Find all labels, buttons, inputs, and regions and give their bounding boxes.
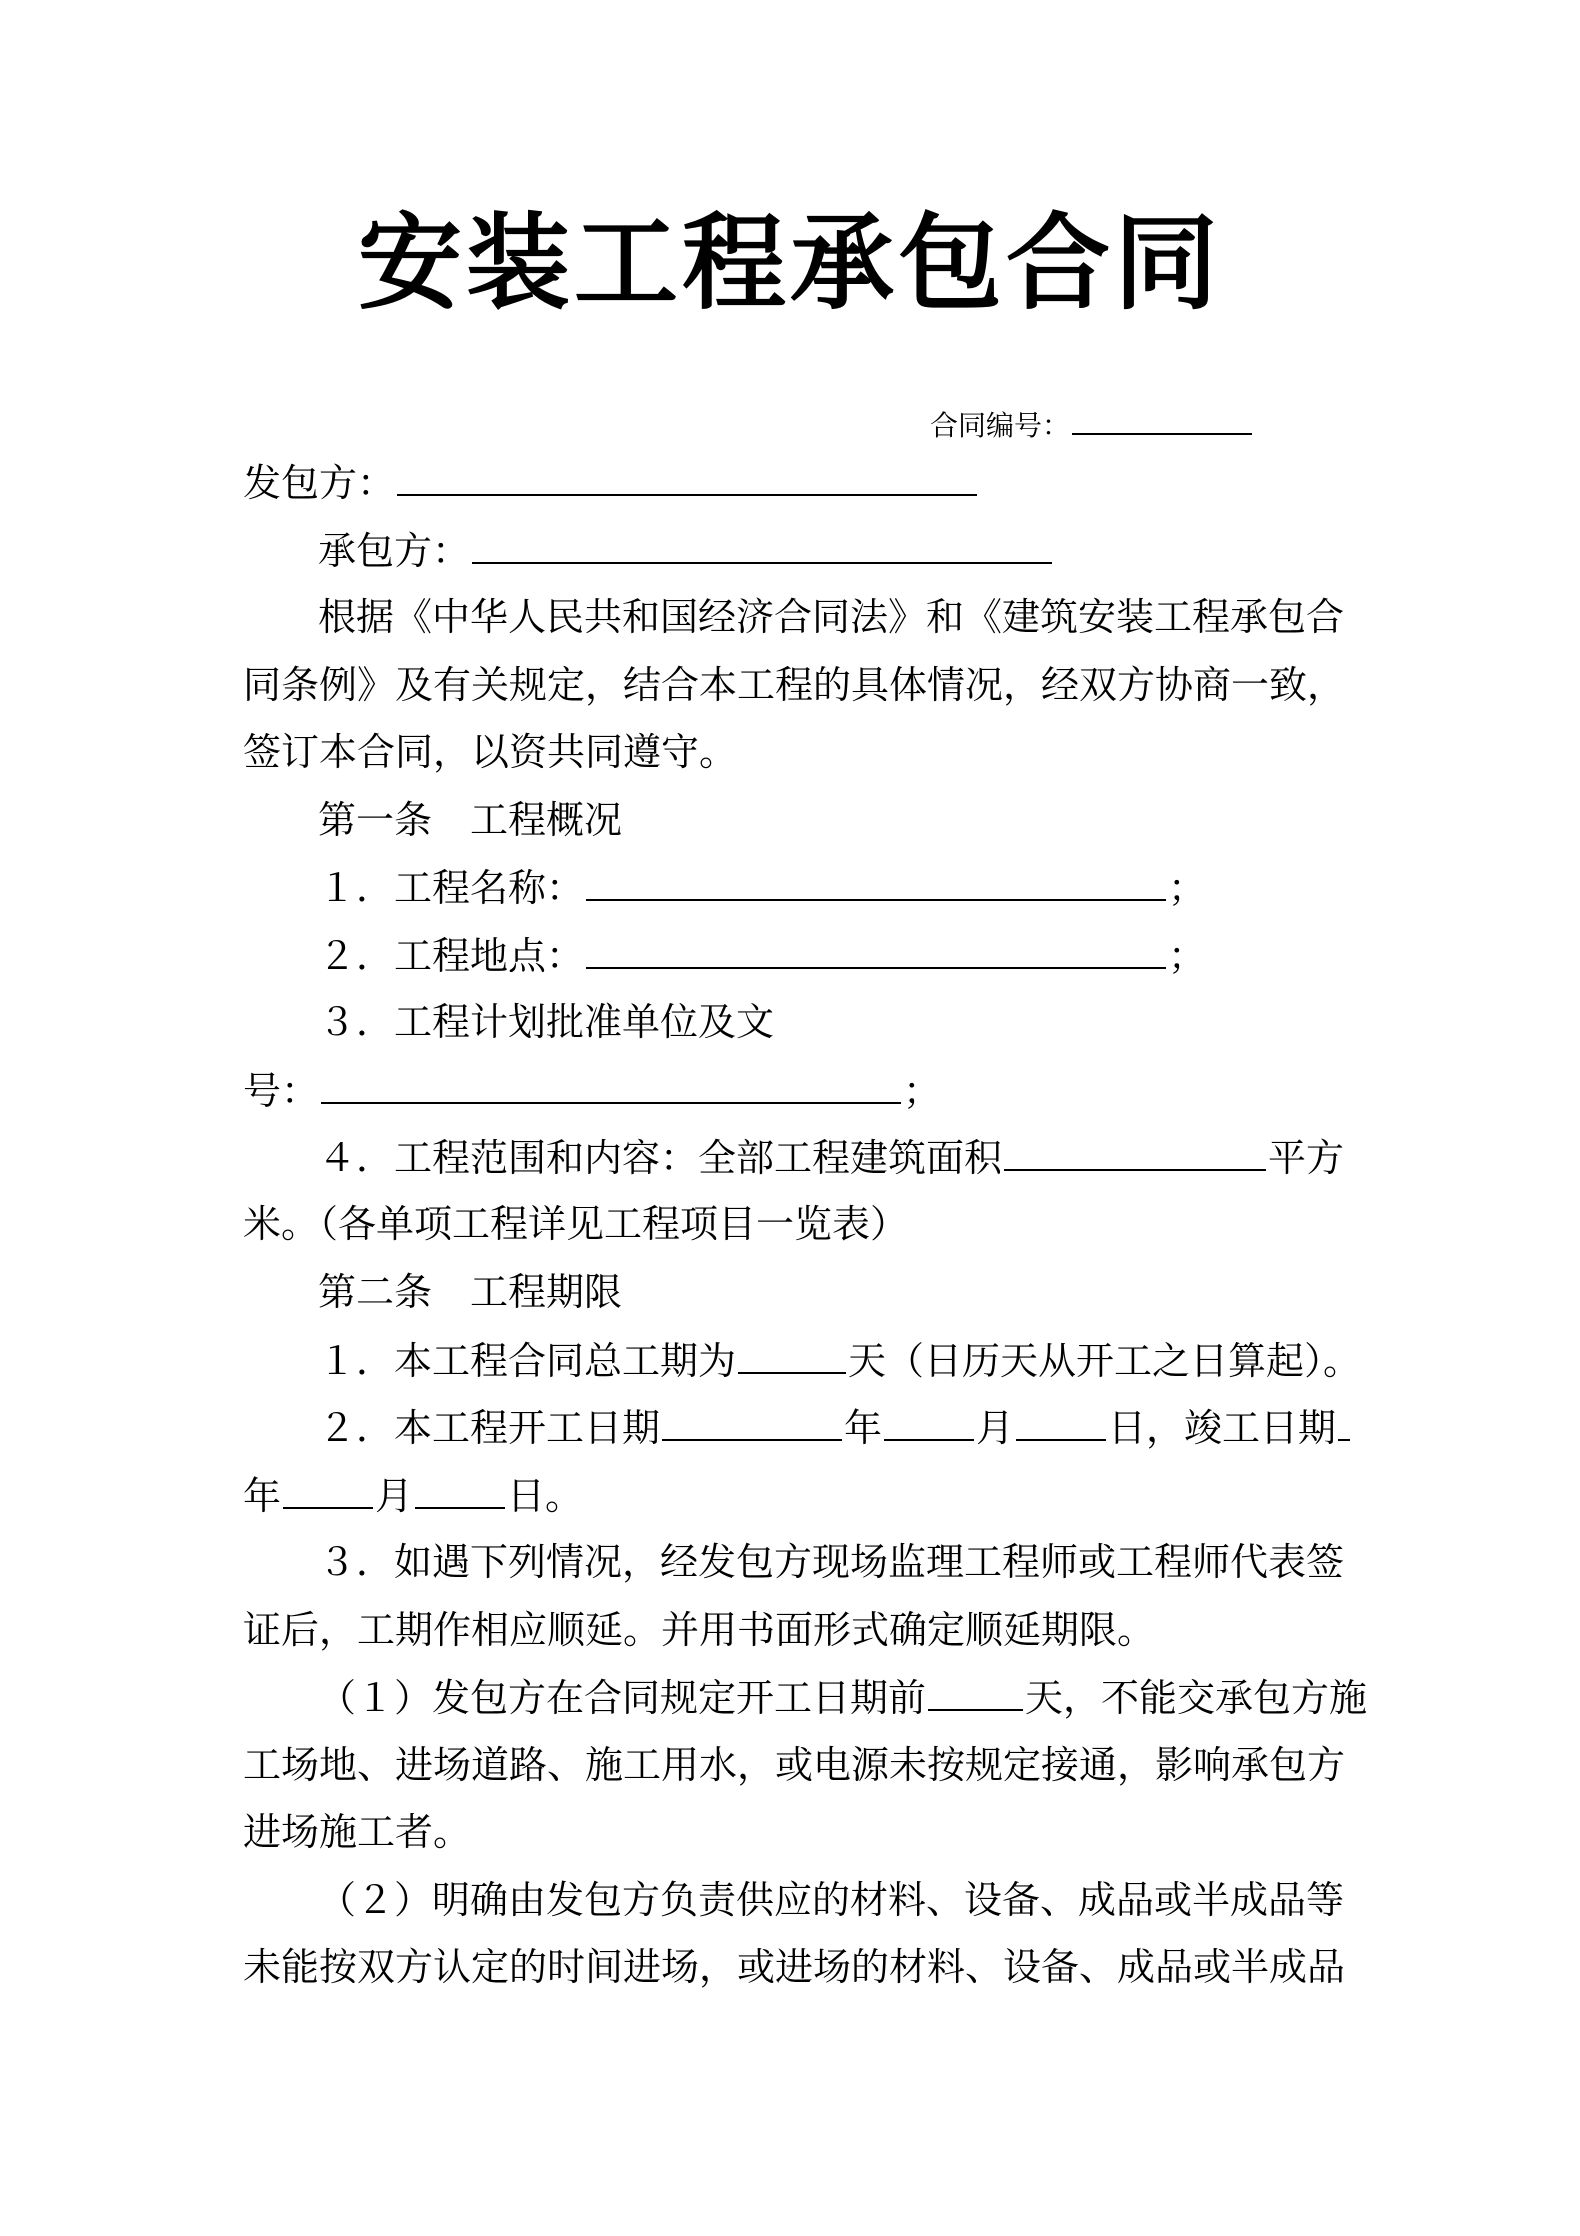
approval-unit-line-1: ３．工程计划批准单位及文 (318, 1000, 775, 1044)
project-scope-line-2: 米。（各单项工程详见工程项目一览表） (243, 1202, 909, 1246)
project-name-row (318, 861, 1206, 914)
condition-2-line-1: （２）明确由发包方负责供应的材料、设备、成品或半成品等 (318, 1878, 1345, 1922)
condition-1-row (318, 1671, 1367, 1724)
employer-blank[interactable] (397, 456, 977, 496)
start-month-text: 月 (976, 1406, 1015, 1450)
approval-number-row (243, 1064, 941, 1117)
project-name-semicolon: ； (1168, 866, 1207, 910)
total-days-blank[interactable] (738, 1334, 846, 1374)
article1-heading: 第一条 工程概况 (318, 798, 623, 842)
area-unit-text: 平方 (1268, 1136, 1345, 1180)
contract-number-row (930, 403, 1254, 446)
completion-date-label: 日，竣工日期 (1108, 1406, 1337, 1450)
building-area-blank[interactable] (1004, 1131, 1266, 1171)
completion-day-blank[interactable] (415, 1469, 505, 1509)
start-date-row (318, 1401, 1352, 1454)
condition-2-line-2: 未能按双方认定的时间进场，或进场的材料、设备、成品或半成品 (243, 1945, 1346, 1989)
contract-number-label: 合同编号： (930, 409, 1071, 442)
start-date-label: ２．本工程开工日期 (318, 1406, 661, 1450)
condition-1-line-2: 工场地、进场道路、施工用水，或电源未按规定接通，影响承包方 (243, 1743, 1346, 1787)
intro-line-2: 同条例》及有关规定，结合本工程的具体情况，经双方协商一致， (243, 663, 1346, 707)
employer-row (243, 456, 979, 509)
intro-line-1: 根据《中华人民共和国经济合同法》和《建筑安装工程承包合 (318, 595, 1345, 639)
project-scope-row (318, 1131, 1344, 1184)
start-day-blank[interactable] (1016, 1401, 1106, 1441)
approval-number-blank[interactable] (321, 1064, 901, 1104)
contractor-blank[interactable] (472, 524, 1052, 564)
completion-month-text: 月 (375, 1474, 414, 1518)
condition-1-suffix: 天，不能交承包方施 (1025, 1676, 1368, 1720)
intro-line-3: 签订本合同，以资共同遵守。 (243, 730, 738, 774)
project-name-label: １．工程名称： (318, 866, 585, 910)
condition-1-prefix: （１）发包方在合同规定开工日期前 (318, 1676, 927, 1720)
start-month-blank[interactable] (884, 1401, 974, 1441)
project-location-semicolon: ； (1168, 934, 1207, 978)
start-year-blank[interactable] (662, 1401, 842, 1441)
condition-1-line-3: 进场施工者。 (243, 1810, 472, 1854)
employer-label: 发包方： (243, 461, 396, 505)
total-duration-label: １．本工程合同总工期为 (318, 1339, 737, 1383)
contractor-label: 承包方： (318, 529, 471, 573)
completion-date-row (243, 1469, 583, 1522)
contract-number-blank[interactable] (1072, 403, 1252, 435)
total-duration-suffix: 天（日历天从开工之日算起）。 (848, 1339, 1362, 1383)
approval-number-label: 号： (243, 1069, 320, 1113)
completion-year-text: 年 (243, 1474, 282, 1518)
condition-1-days-blank[interactable] (928, 1671, 1023, 1711)
start-year-text: 年 (844, 1406, 883, 1450)
completion-month-blank[interactable] (283, 1469, 373, 1509)
approval-number-semicolon: ； (903, 1069, 942, 1113)
extension-line-2: 证后，工期作相应顺延。并用书面形式确定顺延期限。 (243, 1608, 1156, 1652)
completion-year-blank[interactable] (1338, 1401, 1350, 1441)
total-duration-row (318, 1334, 1361, 1387)
contractor-row (318, 524, 1054, 577)
completion-day-text: 日。 (507, 1474, 584, 1518)
project-name-blank[interactable] (586, 861, 1166, 901)
project-location-row (318, 929, 1206, 982)
project-location-blank[interactable] (586, 929, 1166, 969)
extension-line-1: ３．如遇下列情况，经发包方现场监理工程师或工程师代表签 (318, 1540, 1345, 1584)
document-title: 安装工程承包合同 (357, 202, 1222, 324)
project-location-label: ２．工程地点： (318, 934, 585, 978)
project-scope-label: ４．工程范围和内容：全部工程建筑面积 (318, 1136, 1003, 1180)
article2-heading: 第二条 工程期限 (318, 1270, 623, 1314)
